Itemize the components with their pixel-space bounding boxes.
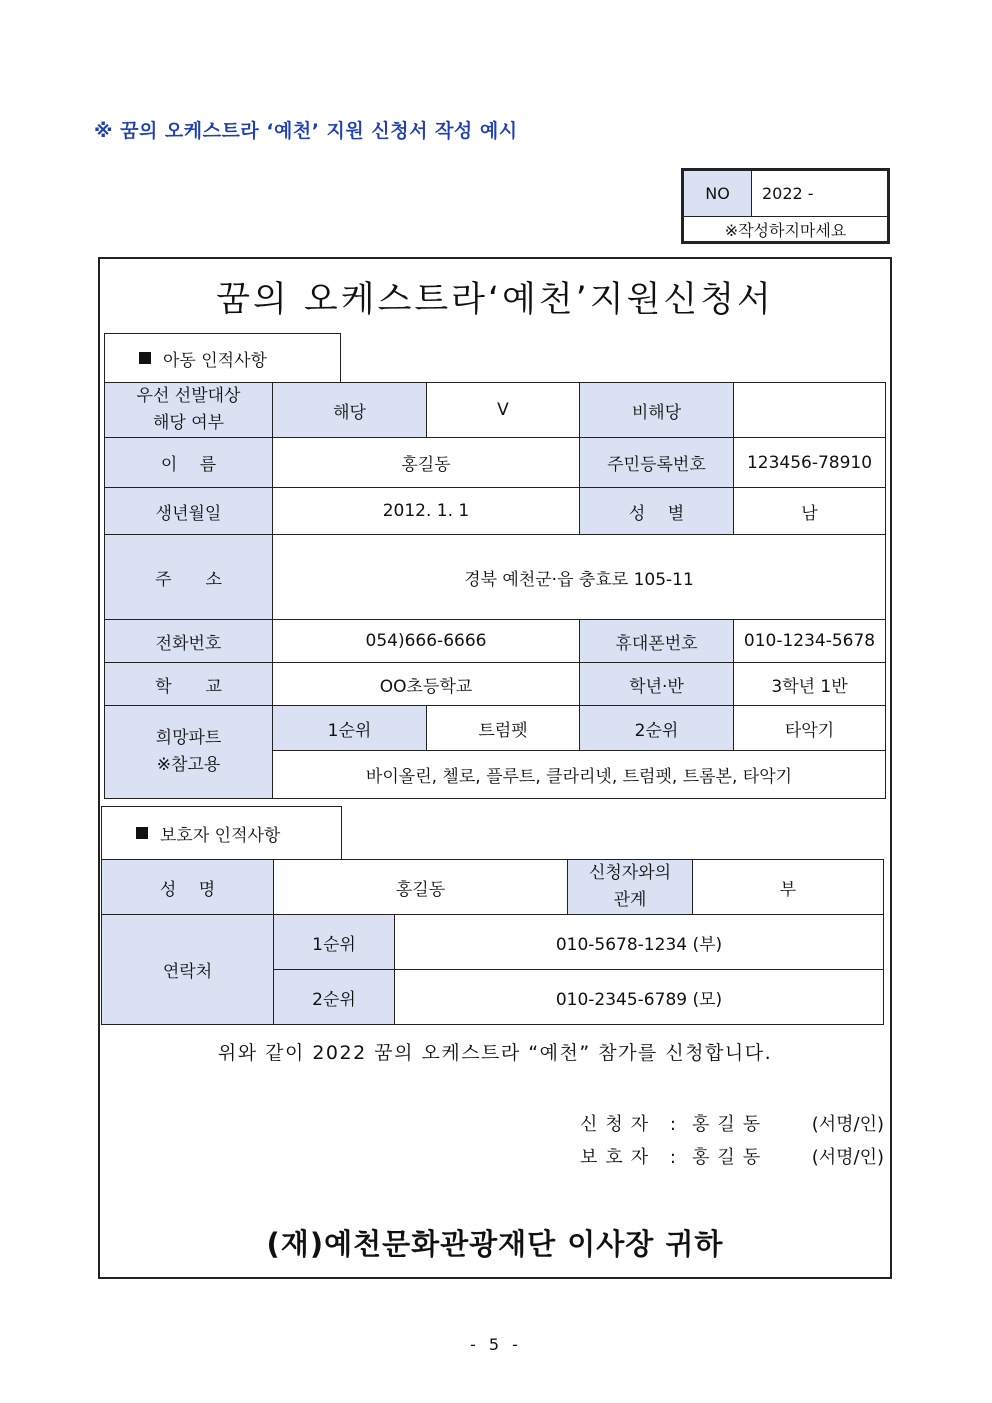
resident-number-label: 주민등록번호	[580, 438, 734, 488]
child-section-title: 아동 인적사항	[163, 350, 267, 371]
child-name-label: 이 름	[105, 438, 273, 488]
square-bullet-icon	[136, 827, 148, 839]
applicant-sign[interactable]: (서명/인)	[811, 1114, 884, 1135]
no-value: 2022 -	[752, 171, 888, 217]
school-label: 학 교	[105, 663, 273, 706]
guardian-sign-name[interactable]: 홍길동	[692, 1147, 769, 1168]
applicable-label: 해당	[273, 383, 427, 438]
no-box	[681, 168, 890, 244]
addressee: (재)예천문화관광재단 이사장 귀하	[266, 1227, 724, 1261]
example-heading: ※ 꿈의 오케스트라 ‘예천’ 지원 신청서 작성 예시	[94, 120, 518, 142]
not-applicable-label: 비해당	[580, 383, 734, 438]
applicant-label: 신청자 :	[580, 1114, 684, 1135]
applicant-signature-row	[580, 1110, 884, 1136]
guardian-signature-row	[580, 1143, 884, 1169]
no-label: NO	[684, 171, 752, 217]
form-title: 꿈의 오케스트라‘예천’지원신청서	[216, 280, 774, 320]
guardian-section-label	[101, 806, 342, 859]
mobile-label: 휴대폰번호	[580, 620, 734, 663]
second-choice-label: 2순위	[580, 706, 734, 751]
guardian-name-label: 성 명	[102, 860, 274, 915]
first-choice-label: 1순위	[273, 706, 427, 751]
guardian-label: 보호자 :	[580, 1147, 684, 1168]
instrument-reference: 바이올린, 첼로, 플루트, 클라리넷, 트럼펫, 트롬본, 타악기	[273, 751, 886, 799]
contact-second-value[interactable]: 010-2345-6789 (모)	[395, 970, 884, 1025]
birth-date-value[interactable]: 2012. 1. 1	[273, 488, 580, 535]
no-note: ※작성하지마세요	[684, 217, 888, 242]
school-value[interactable]: OO초등학교	[273, 663, 580, 706]
phone-value[interactable]: 054)666-6666	[273, 620, 580, 663]
child-section-label	[104, 333, 341, 382]
phone-label: 전화번호	[105, 620, 273, 663]
relation-value[interactable]: 부	[693, 860, 884, 915]
child-name-value[interactable]: 홍길동	[273, 438, 580, 488]
contact-label: 연락처	[102, 915, 274, 1025]
second-choice-value[interactable]: 타악기	[734, 706, 886, 751]
grade-label: 학년·반	[580, 663, 734, 706]
desired-part-label: 희망파트 ※참고용	[105, 706, 273, 799]
address-label: 주 소	[105, 535, 273, 620]
applicable-mark[interactable]: V	[427, 383, 580, 438]
first-choice-value[interactable]: 트럼펫	[427, 706, 580, 751]
page-number: - 5 -	[470, 1335, 522, 1354]
not-applicable-mark[interactable]	[734, 383, 886, 438]
applicant-name[interactable]: 홍길동	[692, 1114, 769, 1135]
child-info-table	[104, 382, 886, 799]
relation-label: 신청자와의 관계	[568, 860, 693, 915]
address-value[interactable]: 경북 예천군·읍 충효로 105-11	[273, 535, 886, 620]
mobile-value[interactable]: 010-1234-5678	[734, 620, 886, 663]
gender-value[interactable]: 남	[734, 488, 886, 535]
guardian-info-table	[101, 859, 884, 1025]
birth-date-label: 생년월일	[105, 488, 273, 535]
contact-second-label: 2순위	[274, 970, 395, 1025]
square-bullet-icon	[139, 352, 151, 364]
grade-value[interactable]: 3학년 1반	[734, 663, 886, 706]
guardian-sign[interactable]: (서명/인)	[811, 1147, 884, 1168]
contact-first-value[interactable]: 010-5678-1234 (부)	[395, 915, 884, 970]
contact-first-label: 1순위	[274, 915, 395, 970]
guardian-section-title: 보호자 인적사항	[160, 825, 281, 846]
guardian-name-value[interactable]: 홍길동	[274, 860, 568, 915]
declaration-text: 위와 같이 2022 꿈의 오케스트라 “예천” 참가를 신청합니다.	[217, 1042, 773, 1064]
resident-number-value[interactable]: 123456-78910	[734, 438, 886, 488]
gender-label: 성 별	[580, 488, 734, 535]
priority-label: 우선 선발대상 해당 여부	[105, 383, 273, 438]
